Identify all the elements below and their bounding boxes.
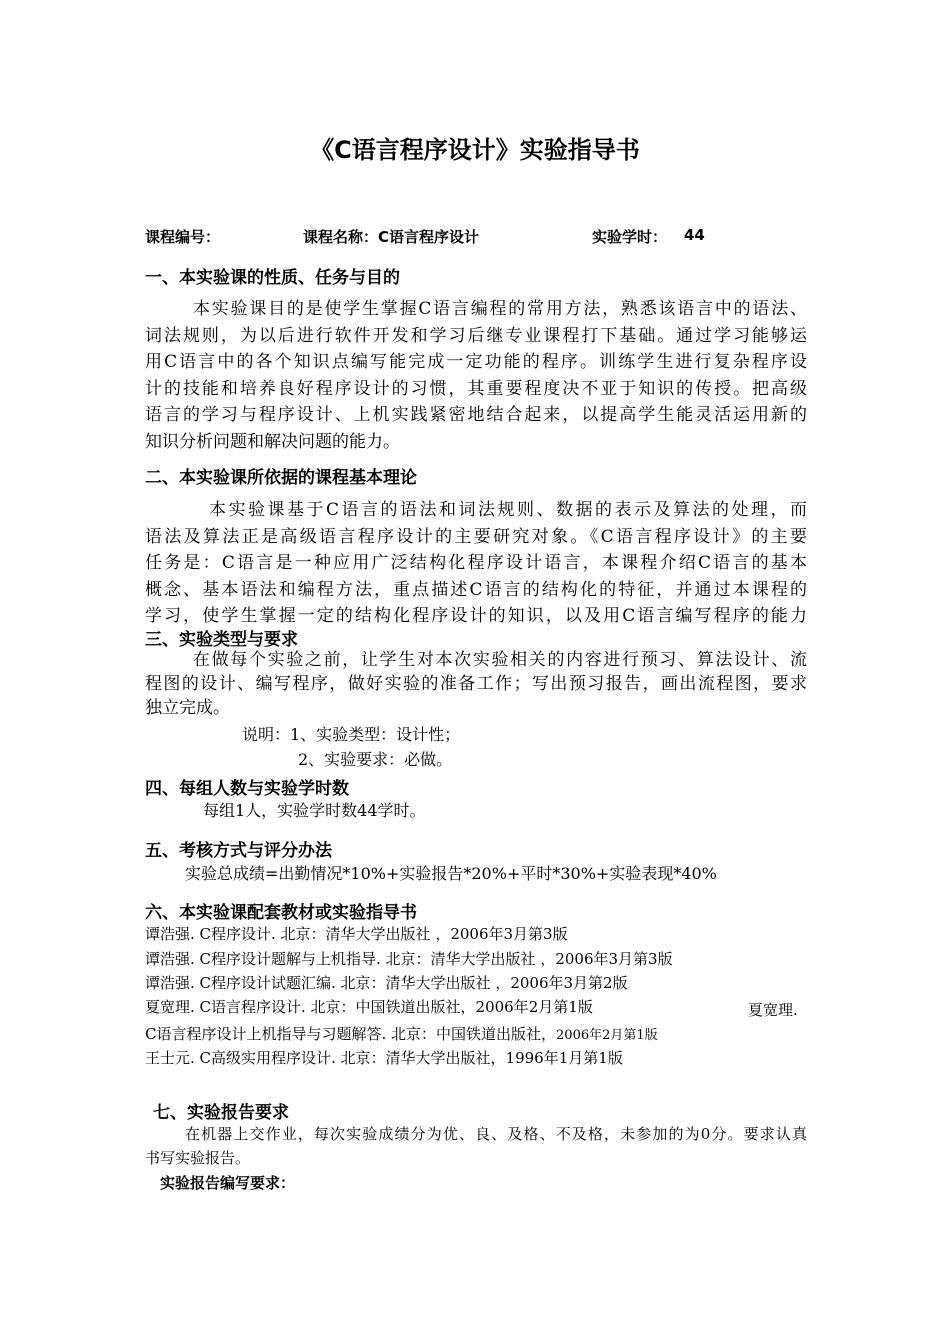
section-1-paragraph bbox=[145, 296, 807, 455]
section-3-paragraph bbox=[145, 648, 807, 720]
reference-text: C语言程序设计上机指导与习题解答. 北京：中国铁道出版社， bbox=[145, 1025, 557, 1043]
section-4-heading: 四、每组人数与实验学时数 bbox=[145, 779, 349, 799]
paragraph-line: 独立完成。 bbox=[145, 698, 230, 718]
reference-edition: 2006年2月第1版 bbox=[556, 1028, 658, 1043]
paragraph-line: 书写实验报告。 bbox=[145, 1149, 251, 1167]
reference-item bbox=[145, 1023, 658, 1044]
paragraph-line: 在做每个实验之前，让学生对本次实验相关的内容进行预习、算法设计、流 bbox=[193, 650, 807, 670]
paragraph-line: 本实验课基于C语言的语法和词法规则、数据的表示及算法的处理，而 bbox=[209, 500, 807, 520]
document-title: 《C语言程序设计》实验指导书 bbox=[310, 136, 640, 164]
paragraph-line: 用C语言中的各个知识点编写能完成一定功能的程序。训练学生进行复杂程序设 bbox=[145, 352, 807, 372]
paragraph-line: 计的技能和培养良好程序设计的习惯，其重要程度决不亚于知识的传授。把高级 bbox=[145, 378, 807, 399]
experiment-type-note: 说明：1、实验类型：设计性； bbox=[242, 725, 461, 744]
paragraph-line: 词法规则，为以后进行软件开发和学习后继专业课程打下基础。通过学习能够运 bbox=[145, 325, 807, 346]
paragraph-line: 学习，使学生掌握一定的结构化程序设计的知识，以及用C语言编写程序的能力 bbox=[145, 606, 807, 626]
paragraph-line: 任务是：C语言是一种应用广泛结构化程序设计语言，本课程介绍C语言的基本 bbox=[145, 553, 807, 573]
reference-item: 谭浩强. C程序设计试题汇编. 北京：清华大学出版社 ，2006年3月第2版 bbox=[145, 974, 628, 992]
group-size-text: 每组1人，实验学时数44学时。 bbox=[203, 801, 426, 820]
section-7-paragraph bbox=[145, 1122, 807, 1170]
reference-item: 王士元. C高级实用程序设计. 北京：清华大学出版社，1996年1月第1版 bbox=[145, 1049, 623, 1067]
paragraph-line: 概念、基本语法和编程方法，重点描述C语言的结构化的特征，并通过本课程的 bbox=[145, 579, 807, 600]
grading-formula: 实验总成绩=出勤情况*10%+实验报告*20%+平时*30%+实验表现*40% bbox=[185, 864, 717, 883]
section-3-heading: 三、实验类型与要求 bbox=[145, 630, 298, 650]
paragraph-line: 语法及算法正是高级语言程序设计的主要研究对象。《C语言程序设计》的主要 bbox=[145, 526, 807, 547]
section-5-heading: 五、考核方式与评分办法 bbox=[145, 841, 332, 861]
paragraph-line: 知识分析问题和解决问题的能力。 bbox=[145, 431, 400, 452]
paragraph-line: 程图的设计、编写程序，做好实验的准备工作；写出预习报告，画出流程图，要求 bbox=[145, 674, 807, 694]
reference-item: 谭浩强. C程序设计题解与上机指导. 北京：清华大学出版社 ，2006年3月第3版 bbox=[145, 950, 673, 968]
course-hours-label: 实验学时： bbox=[592, 228, 668, 246]
section-2-paragraph bbox=[145, 497, 807, 630]
reference-item: 夏宽理. C语言程序设计. 北京：中国铁道出版社，2006年2月第1版 bbox=[145, 998, 593, 1016]
section-1-heading: 一、本实验课的性质、任务与目的 bbox=[145, 268, 400, 288]
course-hours-value: 44 bbox=[684, 226, 705, 244]
section-7-heading: 七、实验报告要求 bbox=[153, 1103, 289, 1123]
reference-item: 谭浩强. C程序设计. 北京：清华大学出版社 ，2006年3月第3版 bbox=[145, 925, 568, 943]
reference-trailing-author: 夏宽理. bbox=[748, 1001, 798, 1019]
course-code-label: 课程编号： bbox=[145, 228, 221, 246]
paragraph-line: 本实验课目的是使学生掌握C语言编程的常用方法，熟悉该语言中的语法、 bbox=[193, 299, 807, 319]
section-2-heading: 二、本实验课所依据的课程基本理论 bbox=[145, 468, 417, 488]
paragraph-line: 语言的学习与程序设计、上机实践紧密地结合起来，以提高学生能灵活运用新的 bbox=[145, 405, 807, 425]
paragraph-line: 在机器上交作业，每次实验成绩分为优、良、及格、不及格，未参加的为0分。要求认真 bbox=[185, 1125, 807, 1143]
report-requirements-subheading: 实验报告编写要求： bbox=[160, 1174, 296, 1192]
section-6-heading: 六、本实验课配套教材或实验指导书 bbox=[145, 903, 417, 923]
experiment-requirement-note: 2、实验要求：必做。 bbox=[298, 750, 453, 769]
course-name-label: 课程名称：C语言程序设计 bbox=[303, 228, 480, 246]
